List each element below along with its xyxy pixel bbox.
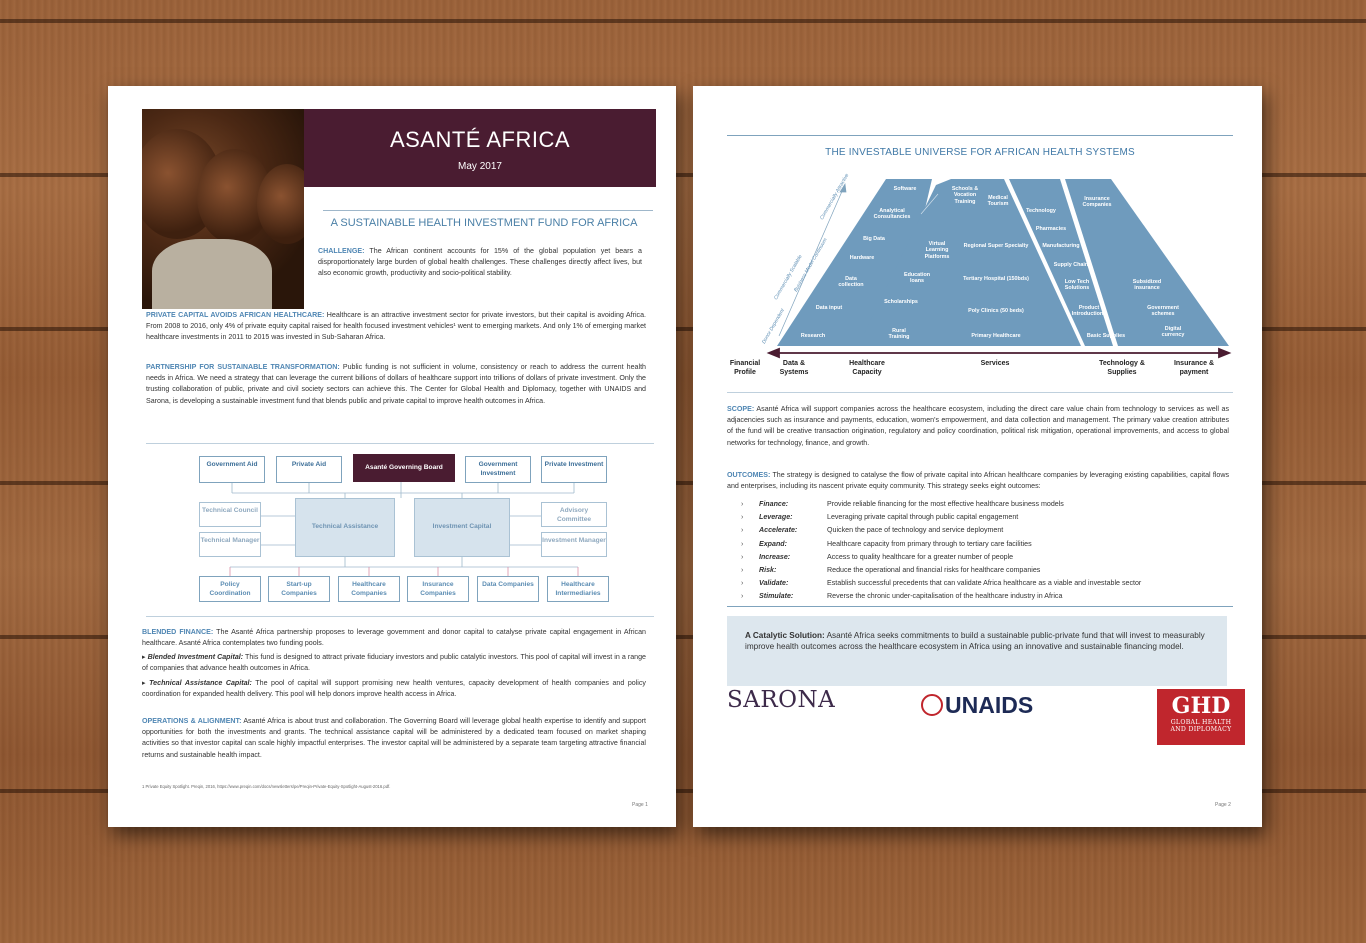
slab-digital-currency: Digital currency: [1161, 326, 1185, 339]
slab-tertiary-hospital: Tertiary Hospital (150bds): [963, 276, 1029, 282]
slab-basic-supplies: Basic Supplies: [1086, 333, 1126, 339]
axis-insurance-payment: Insurance & payment: [1173, 360, 1215, 376]
slab-subsidized-insurance: Subsidized insurance: [1132, 279, 1162, 292]
side-label-commercially-attractive: Commercially Attractive: [819, 172, 851, 221]
output-startup-companies: Start-up Companies: [268, 576, 330, 602]
side-label-business-model-continuum: Business Model Continuum: [793, 237, 829, 293]
blended-finance-paragraph: BLENDED FINANCE: The Asanté Africa partnership proposes to leverage government and donor capital to catalyse private capital engagement in African healthcare. Asanté Africa contemplates two funding pools.: [142, 628, 646, 648]
output-data-companies: Data Companies: [477, 576, 539, 602]
sarona-logo: SARONA: [727, 687, 836, 713]
slab-hardware: Hardware: [849, 255, 875, 261]
slab-analytical-consultancies: Analytical Consultancies: [873, 208, 911, 221]
diagram-shapes: [693, 86, 1262, 386]
slab-medical-tourism: Medical Tourism: [987, 195, 1009, 208]
slab-virtual-learning: Virtual Learning Platforms: [924, 241, 950, 260]
axis-financial-profile: Financial Profile: [729, 360, 761, 376]
slab-software: Software: [893, 186, 917, 192]
brochure-page-1: [108, 86, 676, 827]
page-number: Page 1: [632, 802, 648, 808]
investment-manager-box: Investment Manager: [541, 532, 607, 557]
output-policy-coordination: Policy Coordination: [199, 576, 261, 602]
blended-bullet-2: ▸ Technical Assistance Capital: The pool of capital will support promising new health ventures, capacity development of health companies and policy coordination for expanded health delivery. This pool will help donors improve health access in Africa.: [142, 679, 646, 699]
page-number: Page 2: [1215, 802, 1231, 808]
slab-scholarships: Scholarships: [884, 299, 918, 305]
technical-assistance-box: Technical Assistance: [295, 498, 395, 557]
slab-primary-healthcare: Primary Healthcare: [971, 333, 1021, 339]
list-item: › Leverage: Leveraging private capital through public capital engagement: [741, 513, 1019, 522]
brochure-page-2: [693, 86, 1262, 827]
outcomes-paragraph: OUTCOMES: The strategy is designed to catalyse the flow of private capital into African healthcare companies by leveraging existing capabilities, capital flows and enterprises, including its nascent private equity community. This strategy seeks eight outcomes:: [727, 471, 1229, 491]
challenge-paragraph: CHALLENGE: The African continent accounts for 15% of the global population yet bears a disproportionately large burden of global health challenges. These challenges directly affect lives, but also economic growth, productivity and socio-political stability.: [318, 247, 642, 278]
slab-poly-clinics: Poly Clinics (50 beds): [968, 308, 1024, 314]
slab-product-introductions: Product Introductions: [1071, 305, 1107, 318]
slab-research: Research: [800, 333, 826, 339]
axis-healthcare-capacity: Healthcare Capacity: [849, 360, 885, 376]
list-item: › Expand: Healthcare capacity from primary through to tertiary care facilities: [741, 539, 1032, 548]
ghd-logo: GHD GLOBAL HEALTH AND DIPLOMACY: [1157, 689, 1245, 745]
government-aid-box: Government Aid: [199, 456, 265, 483]
slab-low-tech: Low Tech Solutions: [1064, 279, 1090, 292]
output-insurance-companies: Insurance Companies: [407, 576, 469, 602]
axis-technology-supplies: Technology & Supplies: [1099, 360, 1145, 376]
slab-technology: Technology: [1026, 208, 1056, 214]
page-title: ASANTÉ AFRICA: [389, 127, 571, 152]
slab-schools: Schools & Vocation Training: [951, 186, 979, 205]
technical-council-box: Technical Council: [199, 502, 261, 527]
axis-data-systems: Data & Systems: [779, 360, 809, 376]
operations-paragraph: OPERATIONS & ALIGNMENT: Asanté Africa is about trust and collaboration. The Governing Board will leverage global health expertise to identify and support opportunities for both the investments and grants. The technical assistance capital will be administered by a dedicated team focused on market shaping activities so that investor capital can scale highly impactful enterprises. The investor capital will be administered by a separate team targeting attractive financial returns and sustainable health impact.: [142, 717, 646, 759]
slab-data-collection: Data collection: [838, 276, 864, 289]
output-healthcare-companies: Healthcare Companies: [338, 576, 400, 602]
partnership-paragraph: PARTNERSHIP FOR SUSTAINABLE TRANSFORMATION: Public funding is not sufficient in volume, consistency or reach to address the current health needs in Africa. We need a strategy that can leverage the current billions of dollars of healthcare support into trillions of dollars of private investment. Only the trusting collaboration of public, private and civil society sectors can achieve this. The Center for Global Health and Diplomacy, together with UNAIDS and Sarona, is developing a sustainable investment fund that blends public and private capital to improve health outcomes in Africa.: [146, 363, 646, 405]
investment-capital-box: Investment Capital: [414, 498, 510, 557]
list-item: › Accelerate: Quicken the pace of technology and service deployment: [741, 526, 1004, 535]
governing-board-box: Asanté Governing Board: [353, 454, 455, 482]
slab-pharmacies: Pharmacies: [1035, 226, 1067, 232]
unaids-logo: UNAIDS: [921, 692, 1033, 719]
slab-regional-super-specialty: Regional Super Specialty: [963, 243, 1029, 249]
slab-manufacturing: Manufacturing: [1042, 243, 1080, 249]
slab-rural-training: Rural Training: [888, 328, 910, 341]
private-aid-box: Private Aid: [276, 456, 342, 483]
list-item: › Increase: Access to quality healthcare for a greater number of people: [741, 552, 1014, 561]
unaids-emblem-icon: [921, 694, 943, 716]
slab-supply-chain: Supply Chain: [1053, 262, 1089, 268]
catalytic-solution-callout: A Catalytic Solution: Asanté Africa seeks commitments to build a sustainable public-private fund that will invest to measurably improve health outcomes across the healthcare ecosystem in Africa using an innovative and sustainable financing model.: [727, 616, 1227, 686]
government-investment-box: Government Investment: [465, 456, 531, 483]
list-item: › Finance: Provide reliable financing for the most effective healthcare business models: [741, 500, 1064, 508]
page-subtitle: A SUSTAINABLE HEALTH INVESTMENT FUND FOR AFRICA: [330, 217, 638, 229]
list-item: › Stimulate: Reverse the chronic under-capitalisation of the healthcare industry in Africa: [741, 592, 1063, 601]
list-item: › Validate: Establish successful precedents that can validate Africa healthcare as a viable and investable sector: [741, 579, 1142, 588]
side-label-donor-dependent: Donor Dependent: [761, 307, 786, 345]
side-label-commercially-scalable: Commercially Scalable: [773, 253, 804, 301]
private-capital-paragraph: PRIVATE CAPITAL AVOIDS AFRICAN HEALTHCARE: Healthcare is an attractive investment sector for private investors, but their capital is avoiding Africa. From 2008 to 2016, only 4% of private equity capital raised for health focused investment vehicles¹ went to emerging markets. And only 1% of emerging market healthcare investments in 2011 to 2015 was invested in Sub-Saharan Africa.: [146, 311, 647, 342]
diagram-title: THE INVESTABLE UNIVERSE FOR AFRICAN HEALTH SYSTEMS: [825, 147, 1135, 158]
advisory-committee-box: Advisory Committee: [541, 502, 607, 527]
technical-manager-box: Technical Manager: [199, 532, 261, 557]
private-investment-box: Private Investment: [541, 456, 607, 483]
list-item: › Risk: Reduce the operational and financial risks for healthcare companies: [741, 566, 1041, 575]
publication-date: May 2017: [458, 161, 502, 172]
blended-bullet-1: ▸ Blended Investment Capital: This fund is designed to attract private fiduciary investors and public catalytic investors. This pool of capital will invest in a range of companies that advance health outcomes in Africa.: [142, 653, 646, 673]
axis-services: Services: [980, 360, 1010, 367]
slab-education-loans: Education loans: [903, 272, 931, 285]
outcomes-list: [741, 498, 1241, 604]
footnote: 1 Private Equity Spotlight. Preqin, 2016, https://www.preqin.com/docs/newsletters/pe/Preqin-Private-Equity-Spotlight-August-2016.pdf.: [142, 784, 391, 789]
output-healthcare-intermediaries: Healthcare Intermediaries: [547, 576, 609, 602]
slab-government-schemes: Government schemes: [1147, 305, 1179, 318]
slab-data-input: Data input: [815, 305, 843, 311]
slab-big-data: Big Data: [863, 236, 885, 242]
scope-paragraph: SCOPE: Asanté Africa will support companies across the healthcare ecosystem, including the direct care value chain from technology to services as well as adjacencies such as insurance and payments, education, women's empowerment, and data collection and management. The primary value creation attributes of the fund will be creative transaction origination, regulatory and policy coordination, political risk mitigation, operational improvements, and access to global networks for technology, finance, and growth.: [727, 405, 1229, 447]
slab-insurance-companies: Insurance Companies: [1082, 196, 1112, 209]
